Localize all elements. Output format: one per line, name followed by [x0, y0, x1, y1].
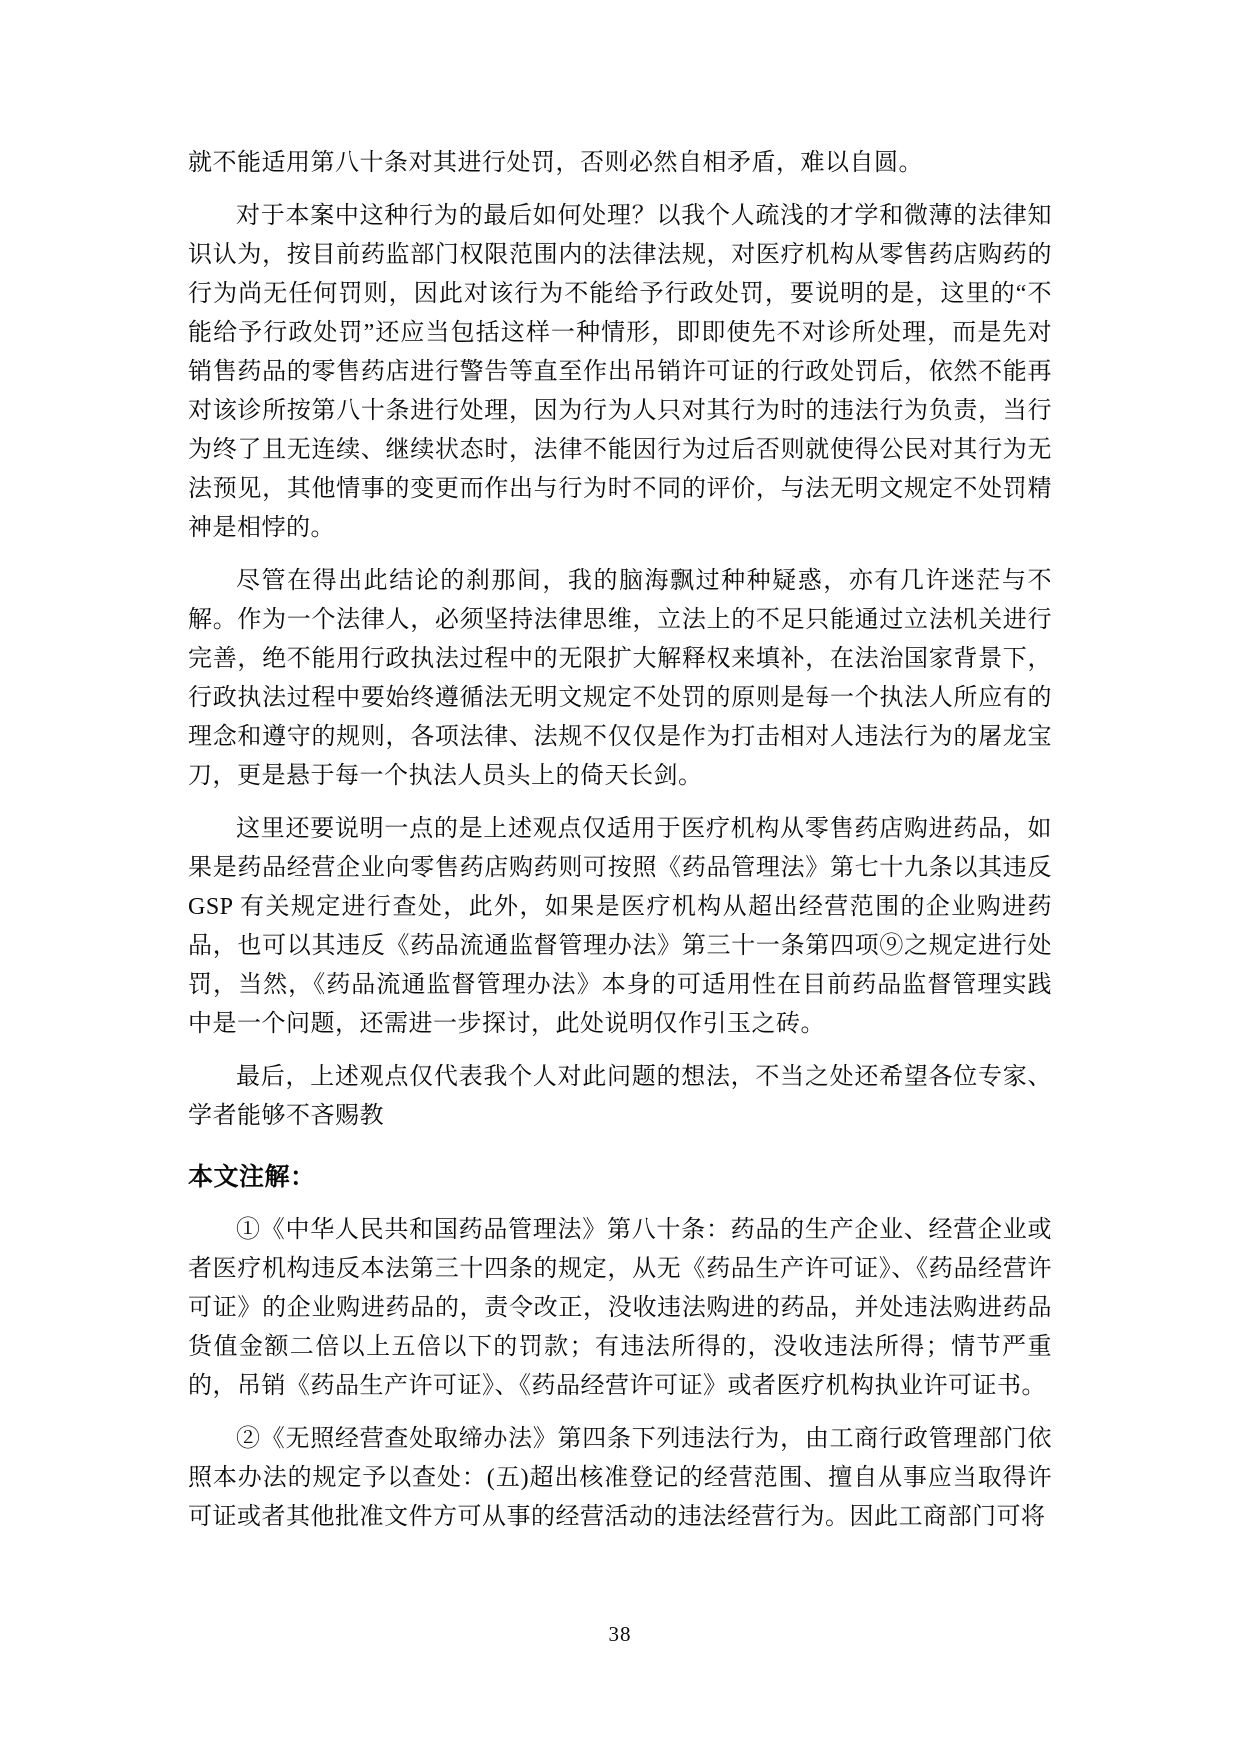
page-footer — [188, 1622, 1052, 1647]
paragraph: ①《中华人民共和国药品管理法》第八十条：药品的生产企业、经营企业或者医疗机构违反本法第三十四条的规定，从无《药品生产许可证》、《药品经营许可证》的企业购进药品的，责令改正，没收违法购进的药品，并处违法购进药品货值金额二倍以上五倍以下的罚款；有违法所得的，没收违法所得；情节严重的，吊销《药品生产许可证》、《药品经营许可证》或者医疗机构执业许可证书。 — [188, 1217, 1052, 1399]
paragraph: 尽管在得出此结论的刹那间，我的脑海飘过种种疑惑，亦有几许迷茫与不解。作为一个法律人，必须坚持法律思维，立法上的不足只能通过立法机关进行完善，绝不能用行政执法过程中的无限扩大解释权来填补，在法治国家背景下，行政执法过程中要始终遵循法无明文规定不处罚的原则是每一个执法人所应有的理念和遵守的规则，各项法律、法规不仅仅是作为打击相对人违法行为的屠龙宝刀，更是悬于每一个执法人员头上的倚天长剑。 — [188, 568, 1052, 789]
paragraph: 这里还要说明一点的是上述观点仅适用于医疗机构从零售药店购进药品，如果是药品经营企业向零售药店购药则可按照《药品管理法》第七十九条以其违反 GSP 有关规定进行查处，此外，如果是医疗机构从超出经营范围的企业购进药品，也可以其违反《药品流通监督管理办法》第三十一条第四项⑨之规定进行处罚，当然，《药品流通监督管理办法》本身的可适用性在目前药品监督管理实践中是一个问题，还需进一步探讨，此处说明仅作引玉之砖。 — [188, 816, 1052, 1037]
paragraph: 就不能适用第八十条对其进行处罚，否则必然自相矛盾，难以自圆。 — [188, 150, 923, 176]
page-number: 38 — [608, 1622, 632, 1646]
paragraph: 对于本案中这种行为的最后如何处理？以我个人疏浅的才学和微薄的法律知识认为，按目前药监部门权限范围内的法律法规，对医疗机构从零售药店购药的行为尚无任何罚则，因此对该行为不能给予行政处罚，要说明的是，这里的“不能给予行政处罚”还应当包括这样一种情形，即即使先不对诊所处理，而是先对销售药品的零售药店进行警告等直至作出吊销许可证的行政处罚后，依然不能再对该诊所按第八十条进行处理，因为行为人只对其行为时的违法行为负责，当行为终了且无连续、继续状态时，法律不能因行为过后否则就使得公民对其行为无法预见，其他情事的变更而作出与行为时不同的评价，与法无明文规定不处罚精神是相悖的。 — [188, 203, 1052, 541]
document-body — [188, 144, 1052, 1537]
section-heading: 本文注解： — [188, 1164, 316, 1191]
paragraph: ②《无照经营查处取缔办法》第四条下列违法行为，由工商行政管理部门依照本办法的规定予以查处：(五)超出核准登记的经营范围、擅自从事应当取得许可证或者其他批准文件方可从事的经营活动的违法经营行为。因此工商部门可将 — [188, 1426, 1052, 1530]
paragraph: 最后，上述观点仅代表我个人对此问题的想法，不当之处还希望各位专家、学者能够不吝赐教 — [188, 1064, 1052, 1129]
